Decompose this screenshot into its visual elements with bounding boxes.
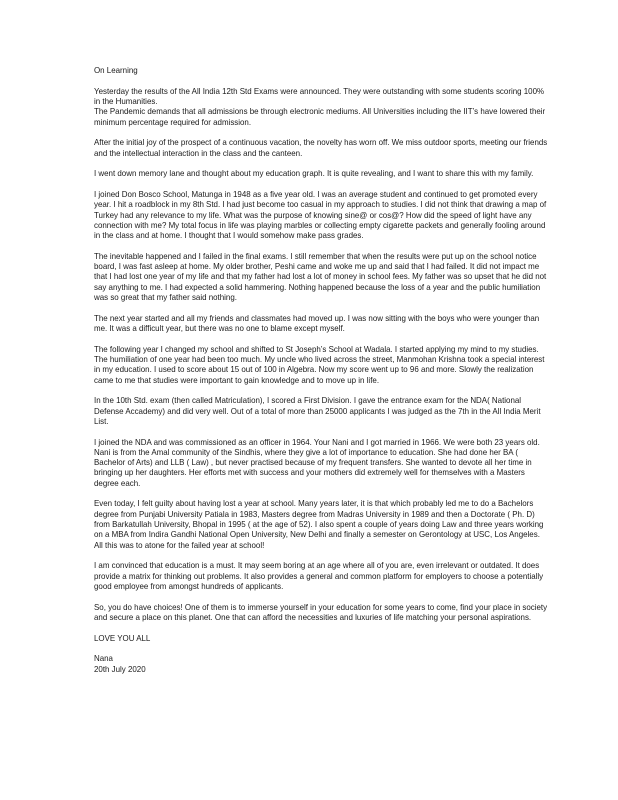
paragraph: The following year I changed my school and shifted to St Joseph’s School at Wadala. I started applying my mind to my studies. The humiliation of one year had been too much. My uncle who lived across the street, Manmohan Krishna took a special interest in my education. I used to score about 15 out of 100 in Algebra. Now my score went up to 96 and more. Slowly the realization came to me that studies were important to gain knowledge and to move up in life. [94, 344, 545, 385]
paragraph: The next year started and all my friends and classmates had moved up. I was now sitting with the boys who were younger than me. It was a difficult year, but there was no one to blame except myself. [94, 313, 540, 333]
signature-name: Nana [94, 654, 113, 664]
paragraph: So, you do have choices! One of them is to immerse yourself in your education for some years to come, find your place in society and secure a place on this planet. One that can afford the necessities and luxuries of life matching your personal aspirations. [94, 602, 548, 622]
paragraph: After the initial joy of the prospect of a continuous vacation, the novelty has worn off. We miss outdoor sports, meeting our friends and the intellectual interaction in the class and the canteen. [94, 138, 548, 158]
paragraph: I am convinced that education is a must. It may seem boring at an age where all of you are, even irrelevant or outdated. It does provide a matrix for thinking out problems. It also provides a general and common platform for employers to choose a potentially good employee from amongst hundreds of applicants. [94, 561, 544, 591]
paragraph: The inevitable happened and I failed in the final exams. I still remember that when the results were put up on the school notice board, I was fast asleep at home. My older brother, Peshi came and woke me up and said that I had failed. It did not impact me that I had lost one year of my life and that my father had lost a lot of money in school fees. My father was so upset that he did not say anything to me. I had expected a solid hammering. Nothing happened because the loss of a year and the public humiliation was so great that my father said nothing. [94, 251, 547, 302]
letter-body [94, 66, 548, 675]
paragraph: Even today, I felt guilty about having lost a year at school. Many years later, it is that which probably led me to do a Bachelors degree from Punjabi University Patiala in 1983, Masters degree from Madras University in 1989 and then a Doctorate ( Ph. D) from Barkatullah University, Bhopal in 1995 ( at the age of 52). I also spent a couple of years doing Law and three years working on a MBA from Indira Gandhi National Open University, New Delhi and finally a semester on Gerontology at USC, Los Angeles. All this was to atone for the failed year at school! [94, 499, 544, 550]
signature-date: 20th July 2020 [94, 664, 146, 674]
paragraph: In the 10th Std. exam (then called Matriculation), I scored a First Division. I gave the entrance exam for the NDA( National Defense Accademy) and did very well. Out of a total of more than 25000 applicants I was judged as the 7th in the All India Merit List. [94, 396, 541, 426]
signature-block [94, 654, 548, 675]
paragraph: I went down memory lane and thought about my education graph. It is quite revealing, and I want to share this with my family. [94, 169, 534, 179]
document-title: On Learning [94, 66, 138, 75]
paragraph: Yesterday the results of the All India 12th Std Exams were announced. They were outstanding with some students scoring 100% in the Humanities. The Pandemic demands that all admissions be through electronic mediums. All Universities including the IIT’s have lowered their minimum percentage required for admission. [94, 86, 546, 127]
paragraph: I joined the NDA and was commissioned as an officer in 1964. Your Nani and I got married in 1966. We were both 23 years old. Nani is from the Amal community of the Sindhis, where they give a lot of importance to education. She had done her BA ( Bachelor of Arts) and LLB ( Law) , but never practised because of my frequent transfers. She wanted to devote all her time in bringing up her daughters. Her efforts met with success and your mothers did extremely well for themselves with a Masters degree each. [94, 437, 540, 488]
paragraph: I joined Don Bosco School, Matunga in 1948 as a five year old. I was an average student and continued to get promoted every year. I hit a roadblock in my 8th Std. I had just become too casual in my approach to studies. I did not think that drawing a map of Turkey had any relevance to my life. What was the purpose of knowing sine@ or cos@? How did the speed of light have any connection with me? My total focus in life was playing marbles or collecting empty cigarette packets and generally fooling around in the class and at home. I thought that I would somehow make pass grades. [94, 189, 547, 241]
closing-line: LOVE YOU ALL [94, 633, 151, 643]
